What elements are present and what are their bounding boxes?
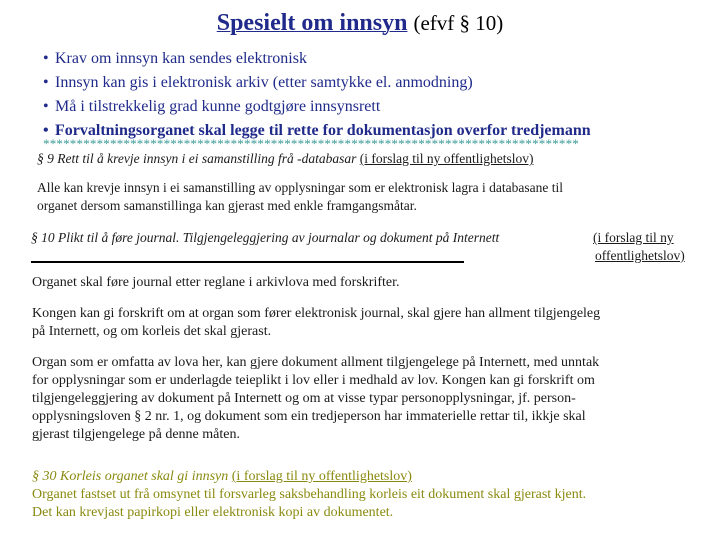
bullet-text: Må i tilstrekkelig grad kunne godtgjøre innsynsrett [55, 98, 381, 115]
bullet-marker: • [43, 98, 49, 115]
sec10-para2-line: Kongen kan gi forskrift om at organ som fører elektronisk journal, skal gjere han allment tilgjengeleg [32, 306, 601, 321]
bullet-text: Innsyn kan gis i elektronisk arkiv (etter samtykke el. anmodning) [55, 74, 473, 91]
bullet-item [43, 95, 591, 119]
sec10-para3-line: Organ som er omfatta av lova her, kan gjere dokument allment tilgjengelege på Internett, med unntak [32, 355, 600, 370]
sec30-body-line: Organet fastset ut frå omsynet til forsvarleg saksbehandling korleis eit dokument skal gjerast kjent. [32, 487, 587, 502]
sec10-para1: Organet skal føre journal etter reglane i arkivlova med forskrifter. [32, 275, 400, 290]
title-sub: (efvf § 10) [413, 11, 504, 35]
bullet-item [43, 47, 591, 71]
sec10-para3 [32, 354, 599, 444]
slide-title [0, 10, 720, 37]
sec10-para2 [32, 305, 600, 341]
sec10-link-line1[interactable]: (i forslag til ny [593, 230, 674, 245]
title-main: Spesielt om innsyn [216, 10, 408, 36]
sec10-para3-line: gjerast tilgjengelege på denne måten. [32, 427, 240, 442]
sec10-link-line2[interactable]: offentlighetslov) [595, 248, 685, 263]
sec10-heading: § 10 Plikt til å føre journal. Tilgjengeleggjering av journalar og dokument på Internett [31, 230, 500, 245]
bullet-marker: • [43, 122, 49, 139]
bullet-text: Krav om innsyn kan sendes elektronisk [55, 50, 307, 67]
sec30-link[interactable]: (i forslag til ny offentlighetslov) [231, 469, 412, 484]
star-divider: ******************************************************************************** [43, 136, 579, 151]
bullet-list [43, 47, 591, 143]
sec9-body-line: organet dersom samanstillinga kan gjerast med enkle framgangsmåtar. [37, 198, 417, 213]
sec30-heading: § 30 Korleis organet skal gi innsyn [32, 469, 229, 484]
sec9-body-line: Alle kan krevje innsyn i ei samanstilling av opplysningar som er elektronisk lagra i databasane til [37, 180, 563, 195]
sec9-body [37, 179, 563, 215]
sec30-heading-line [32, 468, 586, 486]
sec30 [32, 468, 586, 522]
sec10-para2-line: på Internett, og om korleis det skal gjerast. [32, 324, 272, 339]
sec9-link[interactable]: (i forslag til ny offentlighetslov) [359, 151, 534, 166]
sec10-para3-line: opplysningsloven § 2 nr. 1, og dokument som ein tredjeperson har immaterielle rettar til, ikkje skal [32, 409, 586, 424]
bullet-text: Forvaltningsorganet skal legge til rette for dokumentasjon overfor tredjemann [55, 122, 591, 139]
sec10-para3-line: for opplysningar som er underlagde teieplikt i lov eller i medhald av lov. Kongen kan gi forskrift om [32, 373, 595, 388]
sec30-body-line: Det kan krevjast papirkopi eller elektronisk kopi av dokumentet. [32, 505, 394, 520]
sec9-heading: § 9 Rett til å krevje innsyn i ei samanstilling frå -databasar [37, 151, 357, 166]
sec10-para3-line: tilgjengeleggjering av dokument på Internett og om at visse typar personopplysningar, jf. person- [32, 391, 576, 406]
bullet-marker: • [43, 74, 49, 91]
sec9-heading-line [37, 150, 533, 168]
sec10-rule [31, 261, 464, 263]
bullet-item [43, 71, 591, 95]
bullet-marker: • [43, 50, 49, 67]
